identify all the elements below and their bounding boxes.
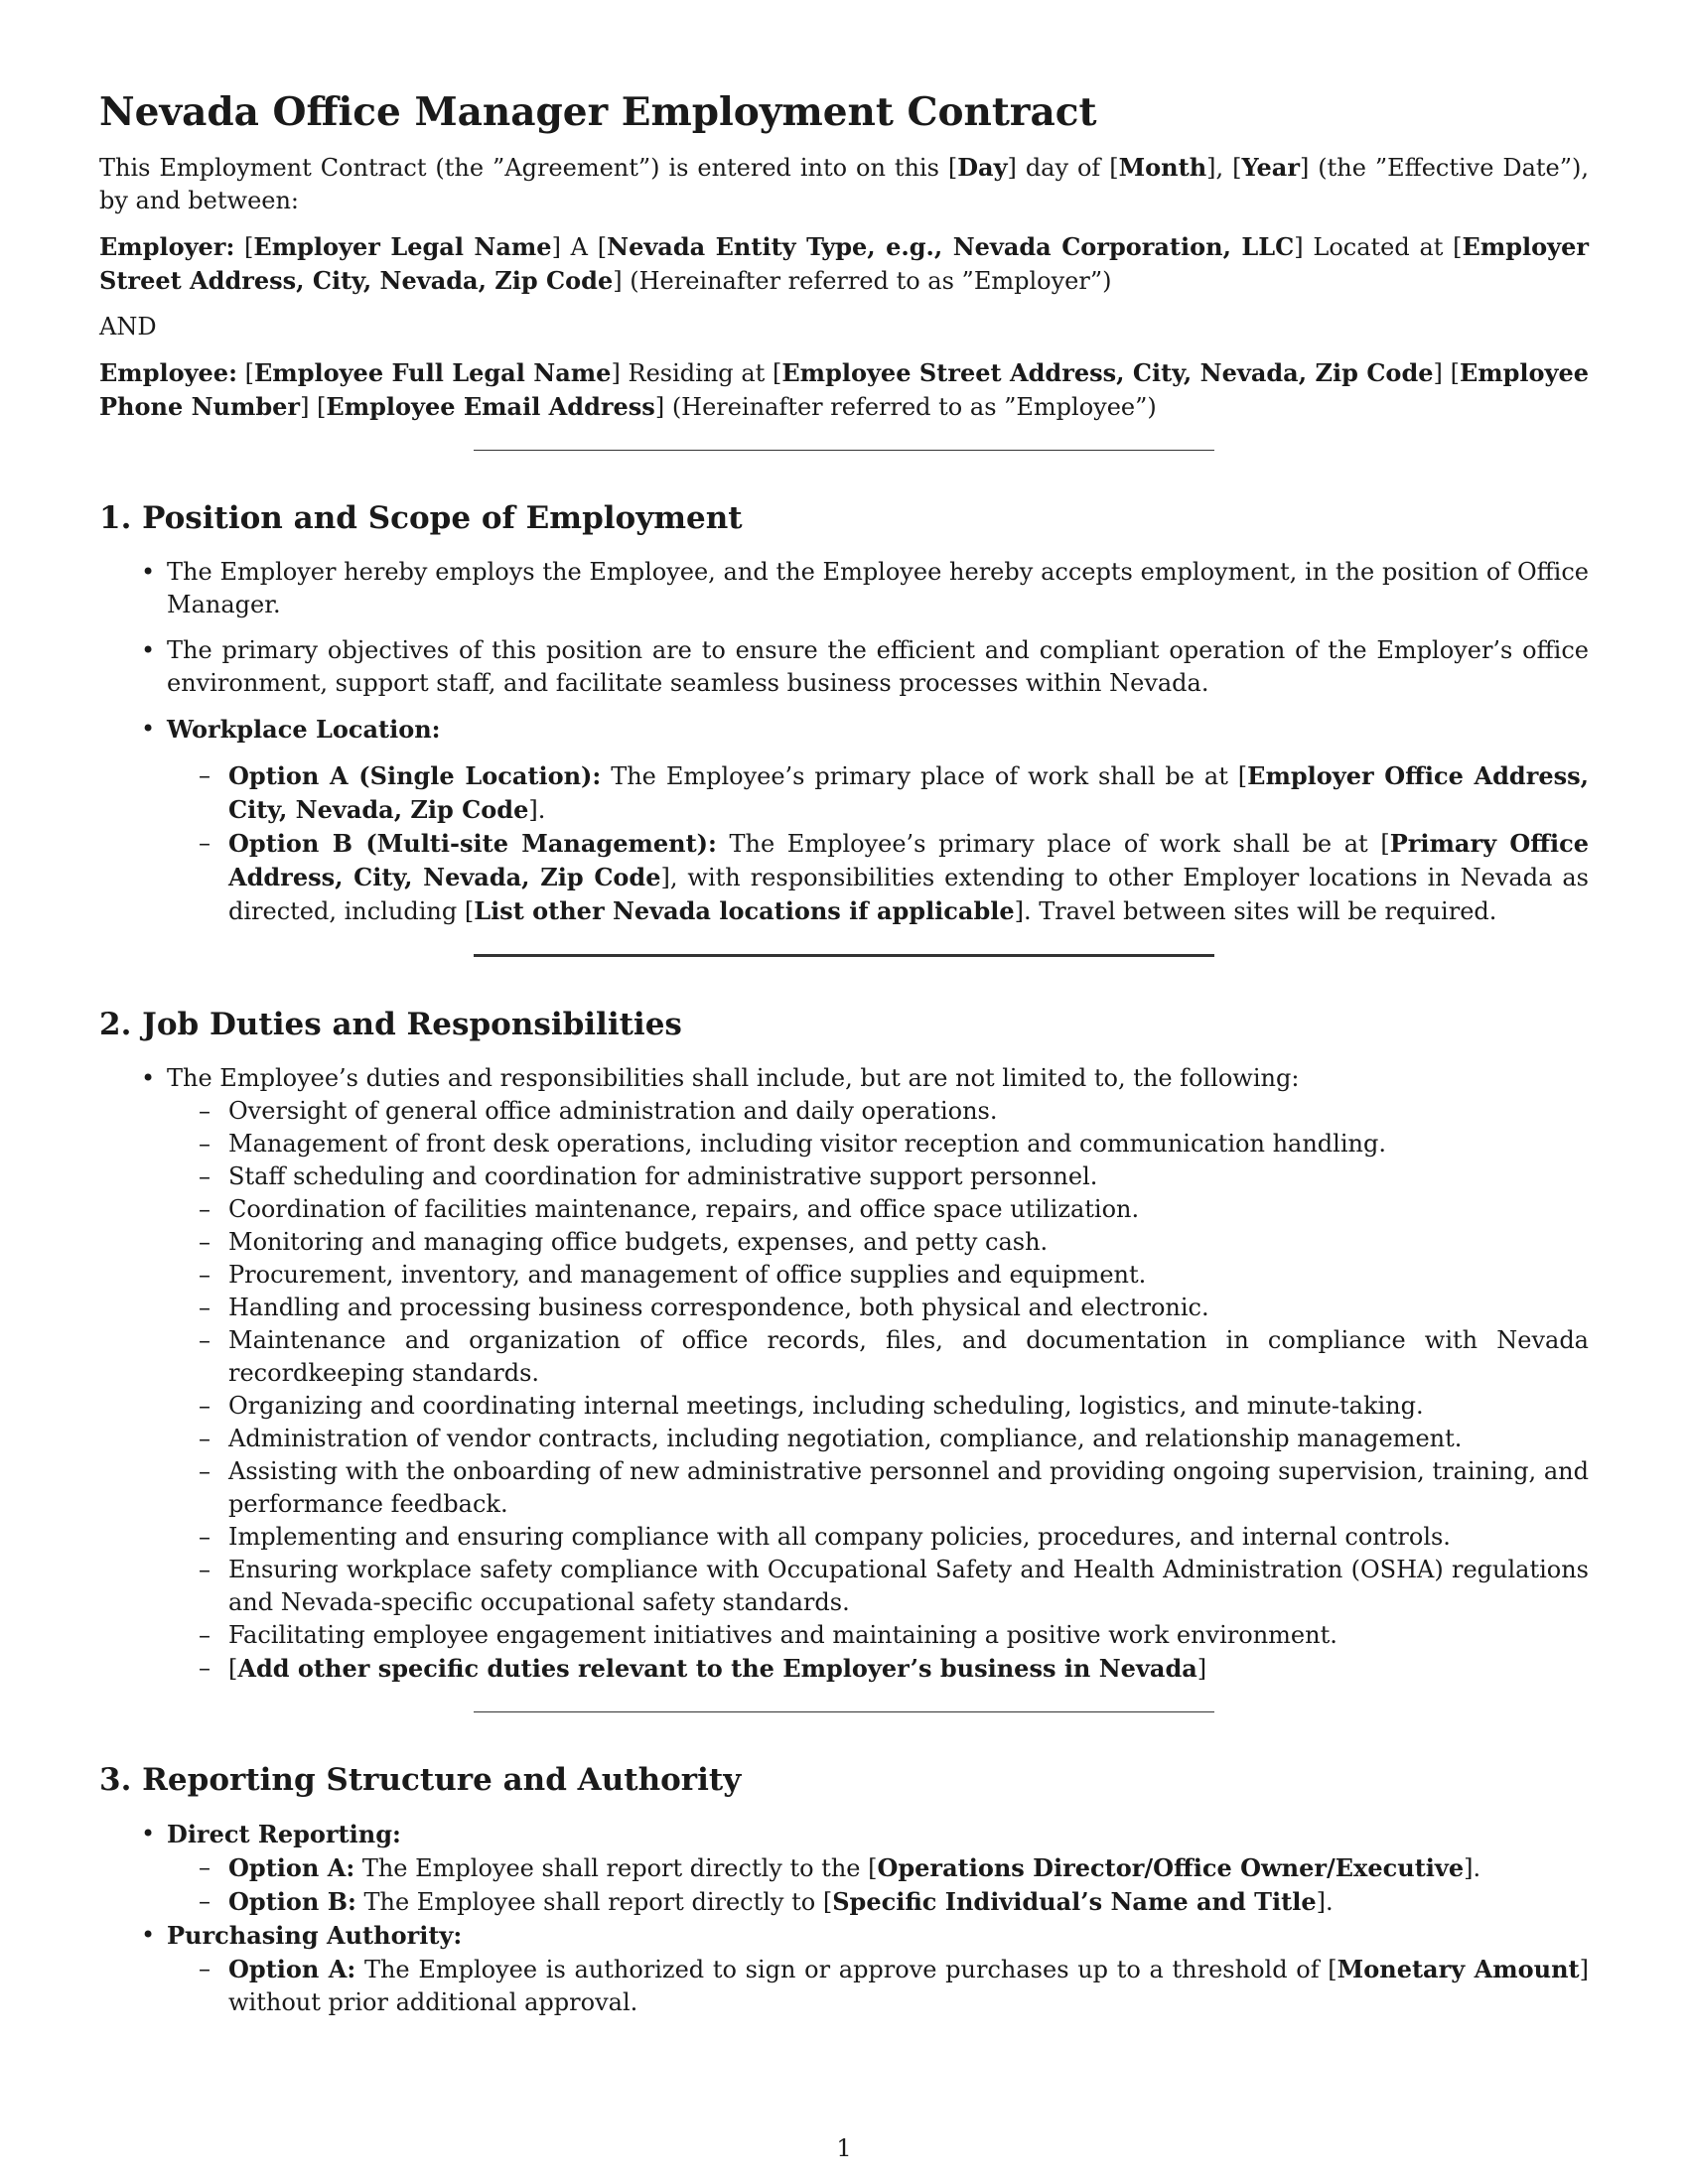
reporting-options: [167, 1851, 1589, 1919]
list-item: • The Employer hereby employs the Employee, and the Employee hereby accepts employment, in the position of Office Manager.: [167, 556, 1589, 621]
workplace-location-label: Workplace Location:: [167, 715, 441, 744]
option-label: Option B (Multi-site Management):: [228, 829, 717, 858]
section-divider: [474, 954, 1214, 957]
duty-item: – Management of front desk operations, including visitor reception and communication handling.: [228, 1128, 1589, 1160]
list-item: [167, 713, 1589, 928]
intro-text: This Employment Contract (the ”Agreement”) is entered into on this [: [99, 154, 958, 182]
role-placeholder: Operations Director/Office Owner/Executive: [877, 1853, 1465, 1882]
option-text: The Employee is authorized to sign or approve purchases up to a threshold of [: [363, 1956, 1337, 1983]
purchasing-authority-label: Purchasing Authority:: [167, 1921, 463, 1950]
duties-list: [167, 1095, 1589, 1686]
option-label: Option B:: [228, 1887, 356, 1916]
primary-office-placeholder: Primary Office Address, City, Nevada, Zip Code: [228, 829, 1589, 891]
duty-item: – Ensuring workplace safety compliance with Occupational Safety and Health Administration (OSHA) regulations and Nevada-specific occupational safety standards.: [228, 1554, 1589, 1619]
employer-text: Located at: [1313, 233, 1444, 261]
duty-item: – Maintenance and organization of office records, files, and documentation in compliance with Nevada recordkeeping standards.: [228, 1324, 1589, 1390]
employer-label: Employer:: [99, 232, 235, 261]
individual-name-placeholder: Specific Individual’s Name and Title: [832, 1887, 1317, 1916]
duty-item: – Oversight of general office administration and daily operations.: [228, 1095, 1589, 1128]
duty-item: – Coordination of facilities maintenance, repairs, and office space utilization.: [228, 1193, 1589, 1226]
section2-list: [99, 1062, 1589, 1686]
option-text: ] without prior additional approval.: [228, 1956, 1589, 2016]
employee-email-placeholder: Employee Email Address: [326, 392, 655, 421]
duty-item: – Facilitating employee engagement initiatives and maintaining a positive work environment.: [228, 1619, 1589, 1652]
direct-reporting-label: Direct Reporting:: [167, 1820, 401, 1848]
duty-item: – Implementing and ensuring compliance with all company policies, procedures, and internal controls.: [228, 1521, 1589, 1554]
duty-item: – Organizing and coordinating internal meetings, including scheduling, logistics, and minute-taking.: [228, 1390, 1589, 1423]
duty-item: – Assisting with the onboarding of new administrative personnel and providing ongoing supervision, training, and performance feedback.: [228, 1455, 1589, 1521]
section-heading: 2. Job Duties and Responsibilities: [99, 1007, 682, 1042]
employee-paragraph: Employee: [Employee Full Legal Name] Residing at [Employee Street Address, City, Nevada, Zip Code] [Employee Phone Number] [Employee Email Address] (Hereinafter referred to as ”Employee”): [99, 358, 1590, 421]
option-a-item: [228, 1851, 1589, 1885]
list-item: [167, 1818, 1589, 1919]
document-title: Nevada Office Manager Employment Contract: [99, 89, 1097, 135]
employee-address-placeholder: Employee Street Address, City, Nevada, Zip Code: [781, 358, 1434, 387]
option-text: The Employee’s primary place of work shall be at [: [729, 830, 1390, 858]
option-text: The Employee shall report directly to the [: [361, 1854, 878, 1882]
duty-item: – Handling and processing business correspondence, both physical and electronic.: [228, 1292, 1589, 1324]
section-divider: [474, 1711, 1214, 1712]
year-placeholder: Year: [1241, 153, 1300, 182]
duty-item: – Monitoring and managing office budgets, expenses, and petty cash.: [228, 1226, 1589, 1259]
option-label: Option A:: [228, 1853, 355, 1882]
intro-text: ] (the ”Effective Date”), by and between:: [99, 154, 1590, 214]
employer-text: (Hereinafter referred to as ”Employer”): [630, 267, 1112, 295]
option-text: ]. Travel between sites will be required.: [1014, 897, 1497, 925]
option-a-item: [228, 759, 1589, 827]
month-placeholder: Month: [1118, 153, 1207, 182]
option-label: Option A (Single Location):: [228, 761, 602, 790]
employee-text: Residing at: [628, 359, 766, 387]
option-text: ].: [1316, 1888, 1334, 1916]
option-text: ].: [528, 796, 546, 824]
section-heading: 1. Position and Scope of Employment: [99, 500, 743, 536]
section1-list: [99, 556, 1589, 928]
list-item: [167, 1062, 1589, 1686]
section-divider: [474, 450, 1214, 451]
section3-list: [99, 1818, 1589, 2019]
other-locations-placeholder: List other Nevada locations if applicable: [474, 896, 1015, 925]
duty-item: – Procurement, inventory, and management of office supplies and equipment.: [228, 1259, 1589, 1292]
option-text: The Employee shall report directly to [: [363, 1888, 833, 1916]
employee-label: Employee:: [99, 358, 237, 387]
duty-item: – Administration of vendor contracts, including negotiation, compliance, and relationship management.: [228, 1423, 1589, 1455]
employee-name-placeholder: Employee Full Legal Name: [254, 358, 612, 387]
intro-paragraph: [99, 151, 1589, 217]
entity-type-placeholder: Nevada Entity Type, e.g., Nevada Corporation, LLC: [607, 232, 1295, 261]
day-placeholder: Day: [957, 153, 1008, 182]
section-heading: 3. Reporting Structure and Authority: [99, 1762, 742, 1798]
intro-text: ] day of [: [1007, 154, 1119, 182]
option-a-item: [228, 1953, 1589, 2019]
intro-text: ], [: [1206, 154, 1242, 182]
page-content: [99, 87, 1589, 2019]
office-address-placeholder: Employer Office Address, City, Nevada, Zip Code: [228, 761, 1589, 824]
option-text: ].: [1464, 1854, 1481, 1882]
employee-phone-placeholder: Employee Phone Number: [99, 358, 1590, 421]
list-item: • The primary objectives of this position are to ensure the efficient and compliant operation of the Employer’s office environment, support staff, and facilitate seamless business processes within Nevada.: [167, 634, 1589, 700]
option-label: Option A:: [228, 1955, 356, 1983]
employer-name-placeholder: Employer Legal Name: [253, 232, 552, 261]
option-b-item: [228, 1885, 1589, 1919]
employer-text: A: [570, 233, 589, 261]
duty-item: – Staff scheduling and coordination for administrative support personnel.: [228, 1160, 1589, 1193]
page-number: 1: [836, 2134, 852, 2162]
other-duties-placeholder: Add other specific duties relevant to the Employer’s business in Nevada: [237, 1654, 1197, 1683]
option-text: The Employee’s primary place of work shall be at [: [611, 762, 1248, 790]
duty-item: – [Add other specific duties relevant to the Employer’s business in Nevada]: [228, 1652, 1589, 1686]
employer-address-placeholder: Employer Street Address, City, Nevada, Zip Code: [99, 232, 1589, 295]
duties-intro: The Employee’s duties and responsibilities shall include, but are not limited to, the following:: [167, 1064, 1300, 1092]
employee-text: (Hereinafter referred to as ”Employee”): [671, 393, 1157, 421]
and-text: AND: [99, 313, 157, 341]
option-text: ], with responsibilities extending to other Employer locations in Nevada as directed, including [: [228, 864, 1589, 925]
location-options: [167, 759, 1589, 928]
option-b-item: [228, 827, 1589, 928]
monetary-amount-placeholder: Monetary Amount: [1336, 1955, 1580, 1983]
employer-paragraph: Employer: [Employer Legal Name] A [Nevada Entity Type, e.g., Nevada Corporation, LLC] Located at [Employer Street Address, City, Nevada, Zip Code] (Hereinafter referred to as ”Employer”): [99, 232, 1589, 295]
list-item: [167, 1919, 1589, 2019]
purchasing-options: [167, 1953, 1589, 2019]
